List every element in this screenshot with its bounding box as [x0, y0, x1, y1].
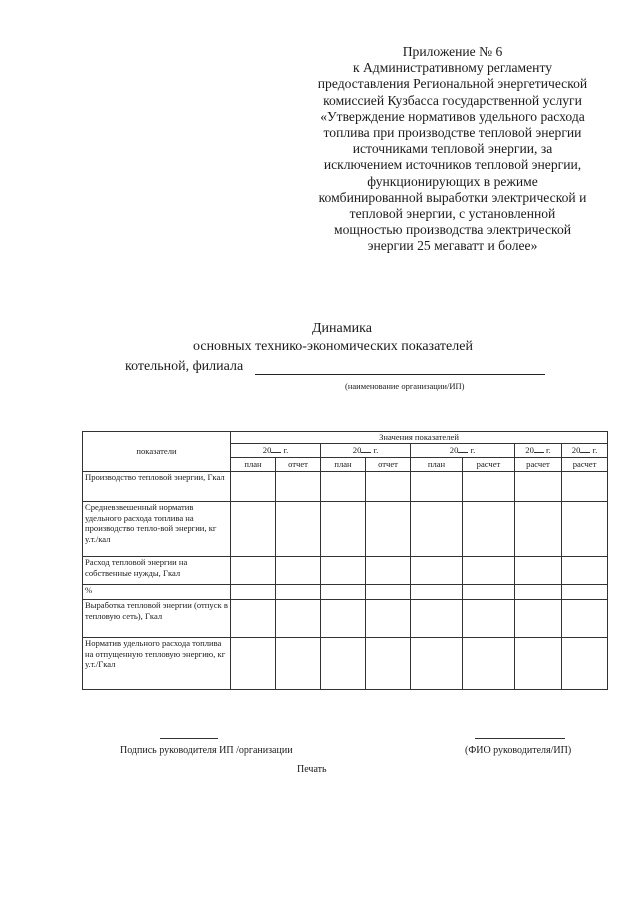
year-cell: 20 г. [515, 444, 562, 458]
annex-line: «Утверждение нормативов удельного расхода [320, 108, 585, 124]
value-cell[interactable] [562, 600, 608, 638]
value-cell[interactable] [366, 600, 411, 638]
stamp-caption: Печать [297, 764, 327, 775]
value-cell[interactable] [463, 502, 515, 557]
annex-line: топлива при производстве тепловой энергии [323, 125, 582, 141]
value-cell[interactable] [321, 472, 366, 502]
value-cell[interactable] [463, 638, 515, 690]
title-line-1: Динамика [312, 321, 372, 336]
value-cell[interactable] [231, 600, 276, 638]
value-cell[interactable] [231, 585, 276, 600]
value-cell[interactable] [276, 638, 321, 690]
table-row [83, 472, 608, 502]
row-label: Расход тепловой энергии на собственные нужды, Гкал [83, 557, 231, 585]
value-cell[interactable] [321, 557, 366, 585]
value-cell[interactable] [562, 585, 608, 600]
value-cell[interactable] [276, 600, 321, 638]
value-cell[interactable] [411, 585, 463, 600]
value-cell[interactable] [366, 585, 411, 600]
value-cell[interactable] [562, 557, 608, 585]
value-cell[interactable] [411, 502, 463, 557]
table-row [83, 600, 608, 638]
organization-fill-line [255, 374, 545, 375]
subheader-cell: отчет [366, 458, 411, 472]
year-cell: 20 г. [231, 444, 321, 458]
annex-line: мощностью производства электрической [333, 222, 572, 238]
value-cell[interactable] [276, 585, 321, 600]
indicator-header: показатели [83, 432, 231, 472]
table-row [83, 557, 608, 585]
name-caption: (ФИО руководителя/ИП) [465, 745, 572, 756]
subheader-cell: отчет [276, 458, 321, 472]
row-label: Производство тепловой энергии, Гкал [83, 472, 231, 502]
value-cell[interactable] [366, 557, 411, 585]
signature-line [160, 738, 218, 739]
value-cell[interactable] [231, 502, 276, 557]
value-cell[interactable] [515, 557, 562, 585]
row-label: Выработка тепловой энергии (отпуск в тепловую сеть), Гкал [83, 600, 231, 638]
value-cell[interactable] [411, 600, 463, 638]
indicators-table [82, 431, 608, 690]
annex-line: Приложение № 6 [402, 44, 503, 59]
signature-caption: Подпись руководителя ИП /организации [120, 745, 293, 756]
value-cell[interactable] [562, 638, 608, 690]
subheader-cell: план [231, 458, 276, 472]
year-cell: 20 г. [411, 444, 515, 458]
annex-header [290, 44, 615, 255]
values-header: Значения показателей [231, 432, 608, 444]
title-line-3: котельной, филиала [125, 359, 244, 374]
organization-caption: (наименование организации/ИП) [345, 381, 465, 391]
row-label: Средневзвешенный норматив удельного расхода топлива на производство тепло-вой энергии, кг у.т./кал [83, 502, 231, 557]
annex-line: комбинированной выработки электрической и [318, 189, 587, 205]
value-cell[interactable] [515, 638, 562, 690]
row-label: % [83, 585, 231, 600]
annex-line: энергии 25 мегаватт и более» [367, 238, 538, 254]
value-cell[interactable] [463, 600, 515, 638]
value-cell[interactable] [463, 557, 515, 585]
value-cell[interactable] [276, 557, 321, 585]
annex-line: тепловой энергии, с установленной [349, 206, 556, 222]
value-cell[interactable] [321, 502, 366, 557]
title-line-2: основных технико-экономических показателей [193, 339, 473, 354]
value-cell[interactable] [366, 638, 411, 690]
value-cell[interactable] [321, 585, 366, 600]
value-cell[interactable] [411, 557, 463, 585]
value-cell[interactable] [411, 638, 463, 690]
value-cell[interactable] [411, 472, 463, 502]
year-cell: 20 г. [321, 444, 411, 458]
subheader-cell: расчет [463, 458, 515, 472]
value-cell[interactable] [321, 638, 366, 690]
table-row [83, 638, 608, 690]
annex-line: предоставления Региональной энергетической [317, 76, 588, 92]
value-cell[interactable] [515, 502, 562, 557]
table-row [83, 585, 608, 600]
value-cell[interactable] [366, 472, 411, 502]
value-cell[interactable] [366, 502, 411, 557]
name-line [475, 738, 565, 739]
year-cell: 20 г. [562, 444, 608, 458]
value-cell[interactable] [463, 472, 515, 502]
row-label: Норматив удельного расхода топлива на отпущенную тепловую энергию, кг у.т./Гкал [83, 638, 231, 690]
value-cell[interactable] [321, 600, 366, 638]
subheader-cell: план [411, 458, 463, 472]
subheader-cell: расчет [515, 458, 562, 472]
annex-line: исключением источников тепловой энергии, [323, 157, 582, 173]
table-row [83, 502, 608, 557]
value-cell[interactable] [231, 638, 276, 690]
value-cell[interactable] [276, 502, 321, 557]
value-cell[interactable] [562, 502, 608, 557]
value-cell[interactable] [231, 557, 276, 585]
annex-line: к Административному регламенту [352, 60, 553, 76]
value-cell[interactable] [276, 472, 321, 502]
annex-line: функционирующих в режиме [367, 173, 538, 189]
value-cell[interactable] [515, 600, 562, 638]
subheader-cell: расчет [562, 458, 608, 472]
value-cell[interactable] [562, 472, 608, 502]
value-cell[interactable] [515, 472, 562, 502]
value-cell[interactable] [515, 585, 562, 600]
subheader-cell: план [321, 458, 366, 472]
annex-line: комиссией Кузбасса государственной услуги [323, 92, 582, 108]
value-cell[interactable] [463, 585, 515, 600]
value-cell[interactable] [231, 472, 276, 502]
annex-line: источниками тепловой энергии, за [352, 141, 553, 157]
